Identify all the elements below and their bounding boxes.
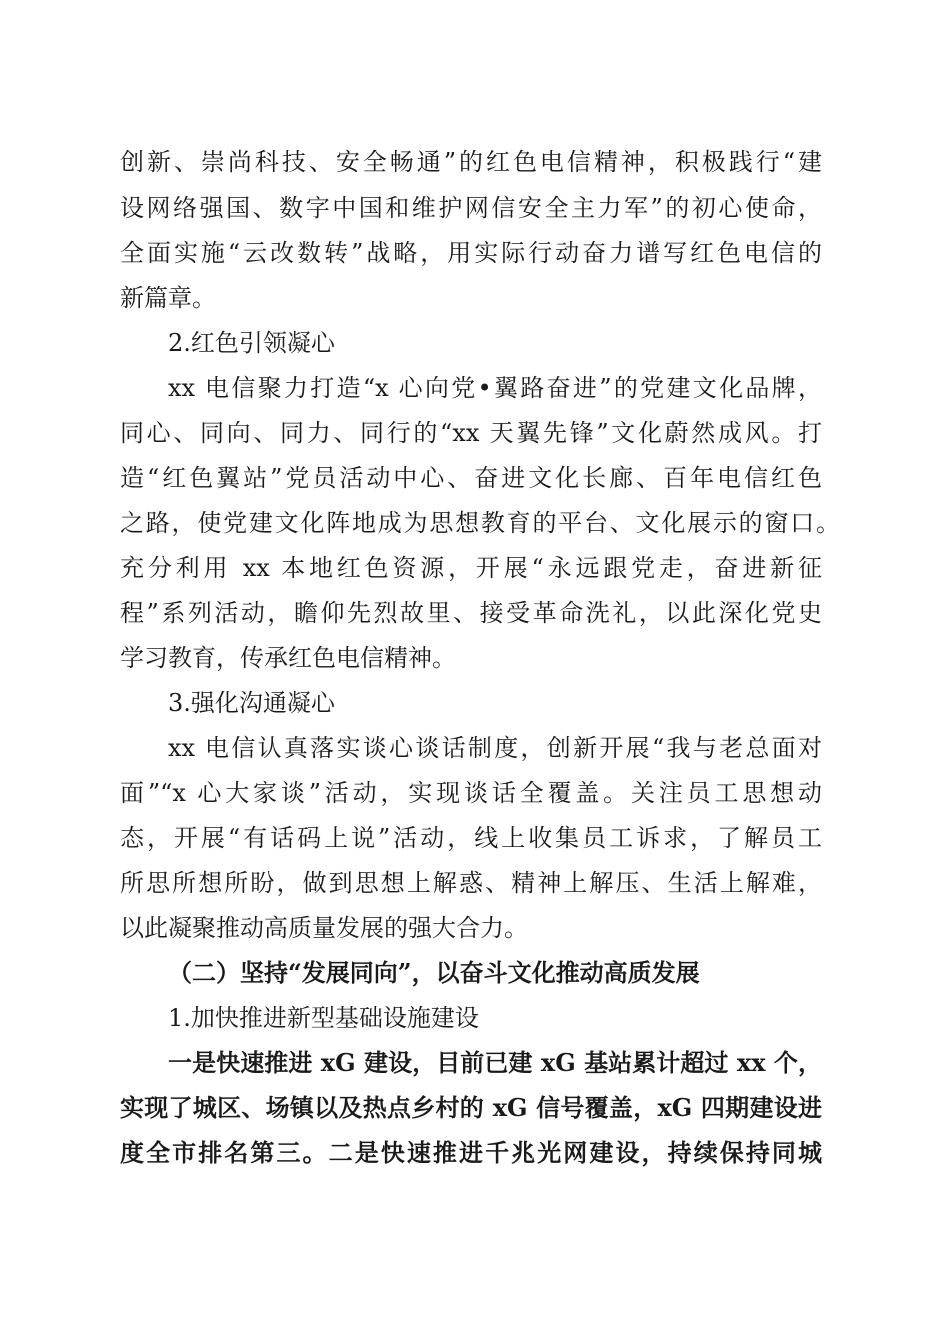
paragraph-line: 充分利用 xx 本地红色资源，开展“永远跟党走，奋进新征 (120, 554, 822, 582)
paragraph-line: 度全市排名第三。二是快速推进千兆光网建设，持续保持同城 (120, 1138, 822, 1167)
paragraph-line: 面”“x 心大家谈”活动，实现谈话全覆盖。关注员工思想动 (120, 779, 822, 807)
paragraph-line: 程”系列活动，瞻仰先烈故里、接受革命洗礼，以此深化党史 (120, 599, 822, 627)
paragraph-line: 同心、同向、同力、同行的“xx 天翼先锋”文化蔚然成风。打 (120, 419, 822, 447)
paragraph-line: 态，开展“有话码上说”活动，线上收集员工诉求，了解员工 (120, 824, 822, 852)
section-heading: （二）坚持“发展同向”，以奋斗文化推动高质发展 (168, 958, 700, 987)
subheading: 1.加快推进新型基础设施建设 (168, 1004, 479, 1032)
paragraph-line: 之路，使党建文化阵地成为思想教育的平台、文化展示的窗口。 (120, 509, 840, 537)
subheading: 2.红色引领凝心 (168, 329, 335, 357)
paragraph-line: 设网络强国、数字中国和维护网信安全主力军”的初心使命， (120, 194, 822, 222)
paragraph-line: xx 电信聚力打造“x 心向党•翼路奋进”的党建文化品牌， (168, 374, 822, 402)
subheading: 3.强化沟通凝心 (168, 689, 335, 717)
paragraph-line: 所思所想所盼，做到思想上解惑、精神上解压、生活上解难， (120, 869, 822, 897)
paragraph-line: 造“红色翼站”党员活动中心、奋进文化长廊、百年电信红色 (120, 464, 822, 492)
paragraph-line: 创新、崇尚科技、安全畅通”的红色电信精神，积极践行“建 (120, 148, 822, 176)
paragraph-line: 一是快速推进 xG 建设，目前已建 xG 基站累计超过 xx 个， (168, 1048, 822, 1077)
paragraph-line: 实现了城区、场镇以及热点乡村的 xG 信号覆盖，xG 四期建设进 (120, 1093, 822, 1122)
paragraph-line: xx 电信认真落实谈心谈话制度，创新开展“我与老总面对 (168, 734, 822, 762)
paragraph-line: 以此凝聚推动高质量发展的强大合力。 (120, 914, 528, 942)
paragraph-line: 学习教育，传承红色电信精神。 (120, 644, 456, 672)
paragraph-line: 新篇章。 (120, 284, 216, 312)
paragraph-line: 全面实施“云改数转”战略，用实际行动奋力谱写红色电信的 (120, 239, 822, 267)
